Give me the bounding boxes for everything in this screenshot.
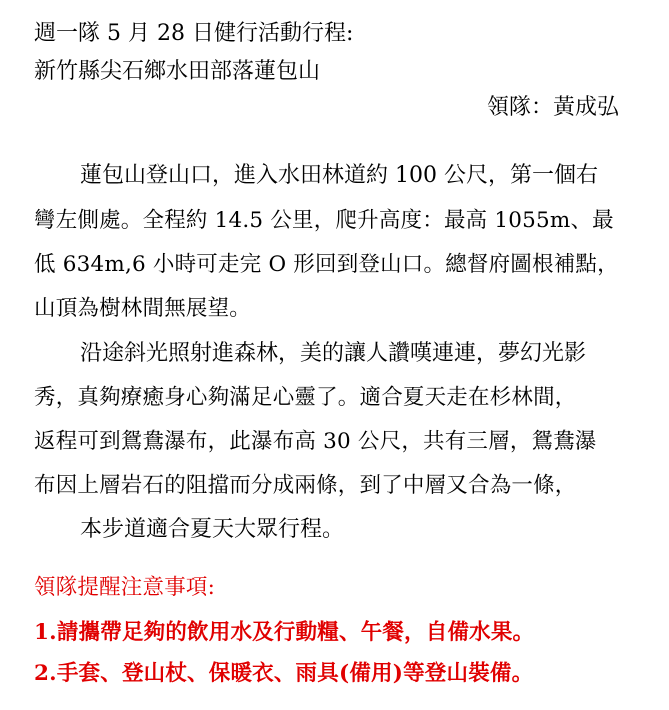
para1-line-4: 山頂為樹林間無展望。 xyxy=(34,296,252,321)
para1-line-3: 低 634m,6 小時可走完 O 形回到登山口。總督府圖根補點， xyxy=(34,252,619,277)
notice-item-2: 2.手套、登山杖、保暖衣、雨具(備用)等登山裝備。 xyxy=(34,661,534,686)
para3-line: 本步道適合夏天大眾行程。 xyxy=(80,517,345,542)
para1-line-2: 彎左側處。全程約 14.5 公里，爬升高度：最高 1055m、最 xyxy=(34,208,614,233)
para1-line-1: 蓮包山登山口，進入水田林道約 100 公尺，第一個右 xyxy=(80,163,598,188)
notice-heading: 領隊提醒注意事項: xyxy=(34,575,216,600)
para2-line-1: 沿途斜光照射進森林，美的讓人讚嘆連連，夢幻光影 xyxy=(80,341,587,366)
title-line-1: 週一隊 5 月 28 日健行活動行程: xyxy=(34,21,354,46)
para2-line-2: 秀，真夠療癒身心夠滿足心靈了。適合夏天走在杉林間， xyxy=(34,385,577,410)
para2-line-4: 布因上層岩石的阻擋而分成兩條，到了中層又合為一條， xyxy=(34,473,577,498)
para2-line-3: 返程可到鴛鴦瀑布，此瀑布高 30 公尺，共有三層，鴛鴦瀑 xyxy=(34,429,597,454)
notice-item-1: 1.請攜帶足夠的飲用水及行動糧、午餐，自備水果。 xyxy=(34,620,535,645)
title-line-2: 新竹縣尖石鄉水田部落蓮包山 xyxy=(34,59,321,84)
leader-name: 領隊：黃成弘 xyxy=(486,95,619,120)
